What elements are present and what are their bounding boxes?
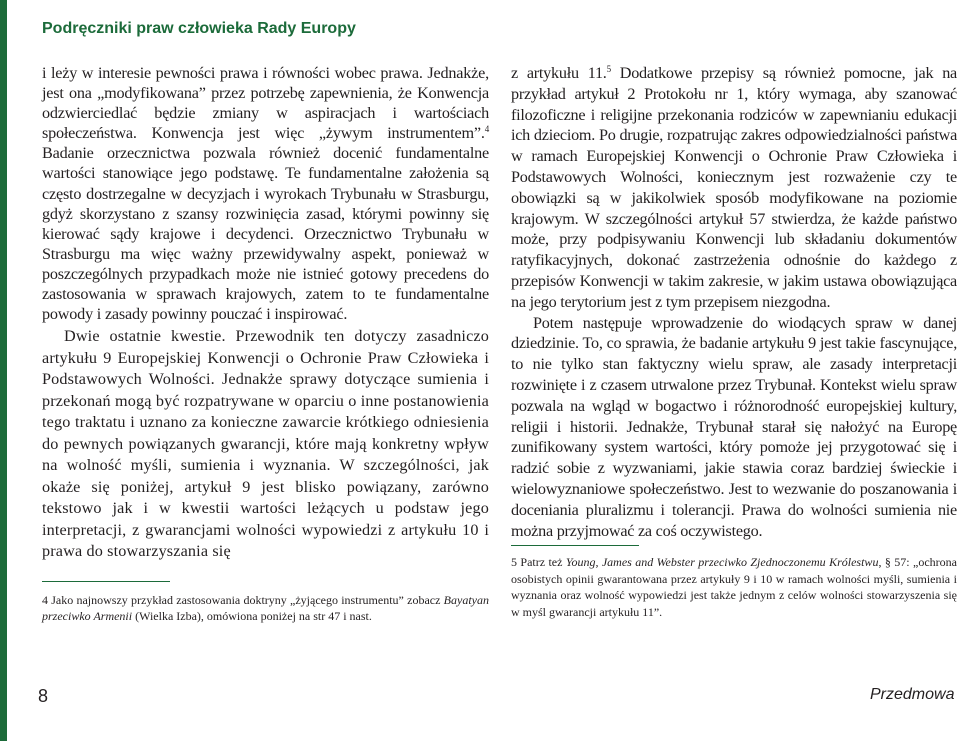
footnote-5 — [511, 554, 957, 620]
left-column — [42, 63, 489, 625]
right-column — [511, 63, 957, 620]
left-paragraph-2: Dwie ostatnie kwestie. Przewodnik ten dotyczy zasadniczo artykułu 9 Europejskiej Konwencji o Ochronie Praw Człowieka i Podstawowych Wolności. Jednakże sprawy dotyczące sumienia i przekonań mogą być rozpatrywane w oparciu o inne postanowienia tego traktatu i uznano za konieczne zawarcie krótkiego odniesienia do pewnych powiązanych gwarancji, które mają konkretny wpływ na wolność myśli, sumienia i wyznania. W szczególności, jak okaże się poniżej, artykuł 9 jest blisko powiązany, zarówno tekstowo jak i w kwestii wartości leżących u podstaw jego interpretacji, z gwarancjami wolności wypowiedzi z artykułu 10 i prawa do stowarzyszania się — [42, 327, 489, 561]
footnote-4-number: 4 — [42, 592, 48, 607]
footnote-divider — [42, 581, 170, 582]
right-paragraph-1 — [511, 63, 957, 313]
footnote-4-text: Jako najnowszy przykład zastosowania doktryny „żyjącego instrumentu” zobacz — [48, 592, 444, 607]
footnote-5-number: 5 — [511, 555, 517, 570]
right-p1-text: z artykułu 11. — [511, 64, 607, 82]
right-paragraph-2: Potem następuje wprowadzenie do wiodących spraw w danej dziedzinie. To, co sprawia, że badanie artykułu 9 jest takie fascynujące, to nie tylko stan faktyczny wielu spraw, ale zasady interpretacji rozwinięte i z czasem utrwalone przez Trybunał. Kontekst wielu spraw pozwala na wgląd w bogactwo i różnorodność europejskiej kultury, religii i historii. Jednakże, Trybunał starał się nałożyć na Europę zunifikowany system wartości, który pomoże jej przygotować się i radzić sobie z wyzwaniami, jakie stawia coraz bardziej świeckie i wielowyznaniowe społeczeństwo. Jest to wezwanie do poszanowania i doceniania pluralizmu i tolerancji. Prawa do wolności sumienia nie można przyjmować za coś oczywistego. — [511, 313, 957, 540]
right-p1-continued: Dodatkowe przepisy są również pomocne, jak na przykład artykuł 2 Protokołu nr 1, który wymaga, aby szanować filozoficzne i religijne przekonania rodziców w zapewnianiu edukacji ich dzieciom. Po drugie, rozpatrując zakres odpowiedzialności państwa w ramach Europejskiej Konwencji o Ochronie Praw Człowieka i Podstawowych Wolności, koniecznym jest rozważenie czy te obowiązki są w jakikolwiek sposób modyfikowane na poziomie krajowym. W szczególności artykuł 57 stwierdza, że każde państwo może, przy podpisywaniu Konwencji lub składaniu dokumentów ratyfikacyjnych, dokonać zastrzeżenia odnośnie do każdego z przepisów Konwencji w takim zakresie, w jakim ustawa obowiązująca na jego terytorium jest z tym przepisem niezgodna. — [511, 64, 957, 311]
footnote-4-case-name: Bayatyan przeciwko Armenii — [42, 592, 489, 624]
footnote-5-tail: , § 57: „ochrona osobistych opinii gwarantowana przez artykuły 9 i 10 w ramach wolności myśli, sumienia i wyznania oraz wolność wypowiedzi jest także jednym z celów wolności stowarzyszenia się w myśl gwarancji artykułu 11”. — [511, 555, 957, 619]
left-p1-continued: Badanie orzecznictwa pozwala również docenić fundamentalne wartości stanowiące jego podstawę. Te fundamentalne założenia są często dostrzegalne w decyzjach i wyrokach Trybunału w Strasburgu, gdyż skorzystano z szansy rozwinięcia zasad, którymi powinny się kierować sądy krajowe i decydenci. Orzecznictwo Trybunału w Strasburgu ma więc ważny przewidywalny aspekt, ponieważ w poszczególnych przypadkach może nie istnieć gotowy precedens do zastosowania w sprawach krajowych, zatem to te fundamentalne powody i zasady powinny pouczać i inspirować. — [42, 144, 489, 324]
footnote-4 — [42, 592, 489, 625]
page-number: 8 — [38, 686, 49, 706]
left-paragraph-1 — [42, 63, 489, 324]
left-p1-text: i leży w interesie pewności prawa i równości wobec prawa. Jednakże, jest ona „modyfikowana” przez potrzebę zapewnienia, że Konwencja odzwierciedlać będzie zmiany w aspiracjach i wartościach społeczeństwa. Konwencja jest więc „żywym instrumentem”. — [42, 64, 489, 143]
footnote-5-case-name: Young, James and Webster przeciwko Zjednoczonemu Królestwu — [565, 555, 879, 570]
section-label: Przedmowa — [870, 686, 955, 703]
footnote-5-text: Patrz też — [517, 555, 566, 570]
footnote-divider — [511, 545, 639, 546]
footnote-4-tail: (Wielka Izba), omówiona poniżej na str 47 i nast. — [132, 609, 372, 624]
footnote-ref-5[interactable]: 5 — [606, 64, 611, 74]
footnote-ref-4[interactable]: 4 — [484, 124, 489, 135]
green-margin-bar — [0, 0, 7, 741]
page-header-title: Podręczniki praw człowieka Rady Europy — [42, 20, 356, 37]
